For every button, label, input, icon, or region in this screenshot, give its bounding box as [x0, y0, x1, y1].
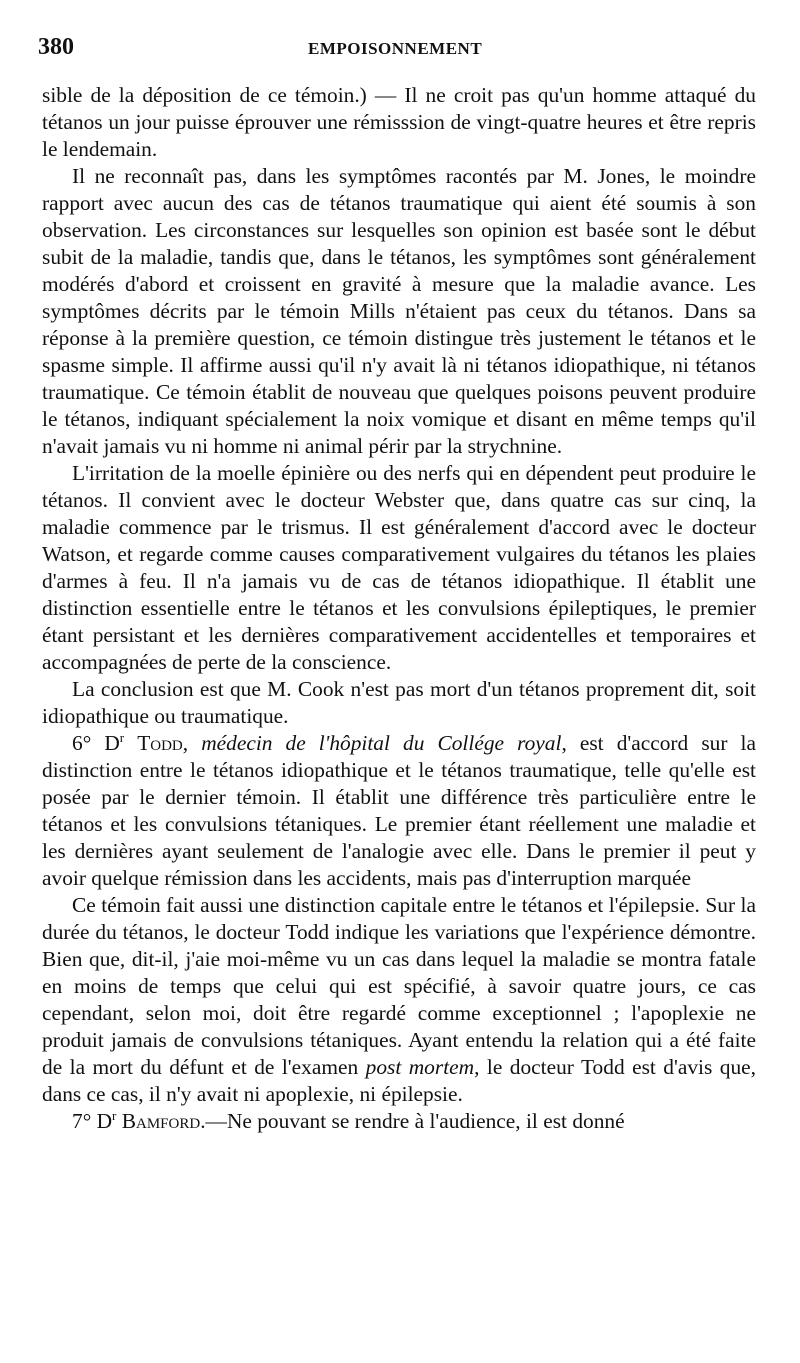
- italic-term: post mortem: [365, 1055, 475, 1079]
- paragraph-text: Ce témoin fait aussi une distinction capitale entre le tétanos et l'épilepsie. Sur la durée du tétanos, le docteur Todd indique les variations que l'expérience démontre. Bien que, dit-il, j'aie moi-même vu un cas dans lequel la maladie se montra fatale en moins de temps que celui qui est spécifié, à savoir quatre jours, ce cas cependant, selon moi, doit être regardé comme exceptionnel ; l'apoplexie ne produit jamais de convulsions tétaniques. Ayant entendu la relation qui a été faite de la mort du défunt et de l'examen: [42, 893, 756, 1079]
- paragraph-epilepsy: [42, 892, 756, 1108]
- witness-number: 6° D: [72, 731, 120, 755]
- paragraph-conclusion: [42, 676, 756, 730]
- paragraph-continuation: [42, 82, 756, 163]
- paragraph-text: , est d'accord sur la distinction entre le tétanos idiopathique et le tétanos traumatique, telle qu'elle est posée par le dernier témoin. Il établit une différence très particulière entre le tétanos et les convulsions tétaniques. Le premier étant réellement une maladie et les dernières ayant seulement de l'analogie avec elle. Dans le premier il peut y avoir quelque rémission dans les accidents, mais pas d'interruption marquée: [42, 731, 756, 890]
- witness-role: médecin de l'hôpital du Collége royal: [201, 731, 562, 755]
- paragraph-text-end: , le docteur Todd est d'avis que, dans ce cas, il n'y avait ni apoplexie, ni épilepsie.: [42, 1055, 757, 1106]
- paragraph-dr-todd: 6° $D^r$ Todd, médecin de l'hôpital du Collége royal, est d'accord sur la distinction entre le tétanos idiopathique et le tétanos traumatique, telle qu'elle est posée par le dernier témoin. Il établit une différence très particulière entre le tétanos et les convulsions tétaniques. Le premier étant réellement une maladie et les dernières ayant seulement de l'analogie avec elle. Dans le premier il peut y avoir quelque rémission dans les accidents, mais pas d'interruption marquée: [42, 729, 756, 890]
- body-text: [42, 82, 756, 1135]
- witness-name: Bamford: [121, 1109, 201, 1133]
- doctor-abbrev-sup: r: [119, 729, 125, 745]
- page-header: [38, 34, 756, 78]
- witness-number: 7° D: [72, 1109, 113, 1133]
- paragraph-text: La conclusion est que M. Cook n'est pas mort d'un tétanos proprement dit, soit idiopathique ou traumatique.: [42, 677, 756, 728]
- doctor-abbrev-sup: r: [112, 1107, 117, 1123]
- witness-name: Todd: [137, 731, 183, 755]
- paragraph-text: .—Ne pouvant se rendre à l'audience, il est donné: [200, 1109, 625, 1133]
- paragraph-dr-bamford: [42, 1108, 756, 1135]
- running-title: EMPOISONNEMENT: [308, 39, 483, 58]
- paragraph-text: Il ne reconnaît pas, dans les symptômes racontés par M. Jones, le moindre rapport avec aucun des cas de tétanos traumatique qui aient été soumis à son observation. Les circonstances sur lesquelles son opinion est basée sont le début subit de la maladie, tandis que, dans le tétanos, les symptômes sont généralement modérés d'abord et croissent en gravité à mesure que la maladie avance. Les symptômes décrits par le témoin Mills n'étaient pas ceux du tétanos. Dans sa réponse à la première question, ce témoin distingue très justement le tétanos et le spasme simple. Il affirme aussi qu'il n'y avait là ni tétanos idiopathique, ni tétanos traumatique. Ce témoin établit de nouveau que quelques poisons peuvent produire le tétanos, indiquant spécialement la noix vomique et disant en même temps qu'il n'avait jamais vu ni homme ni animal périr par la strychnine.: [42, 164, 756, 458]
- page-number: 380: [38, 34, 74, 60]
- paragraph-jones-symptoms: [42, 163, 756, 460]
- paragraph-text: sible de la déposition de ce témoin.) — Il ne croit pas qu'un homme attaqué du tétanos un jour puisse éprouver une rémisssion de vingt-quatre heures et être repris le lendemain.: [42, 83, 756, 161]
- paragraph-irritation: [42, 460, 756, 676]
- paragraph-text: L'irritation de la moelle épinière ou des nerfs qui en dépendent peut produire le tétanos. Il convient avec le docteur Webster que, dans quatre cas sur cinq, la maladie commence par le trismus. Il est généralement d'accord avec le docteur Watson, et regarde comme causes comparativement vulgaires du tétanos les plaies d'armes à feu. Il n'a jamais vu de cas de tétanos idiopathique. Il établit une distinction essentielle entre le tétanos et les convulsions épileptiques, le premier étant persistant et les dernières comparativement accidentelles et temporaires et accompagnées de perte de la conscience.: [42, 461, 756, 674]
